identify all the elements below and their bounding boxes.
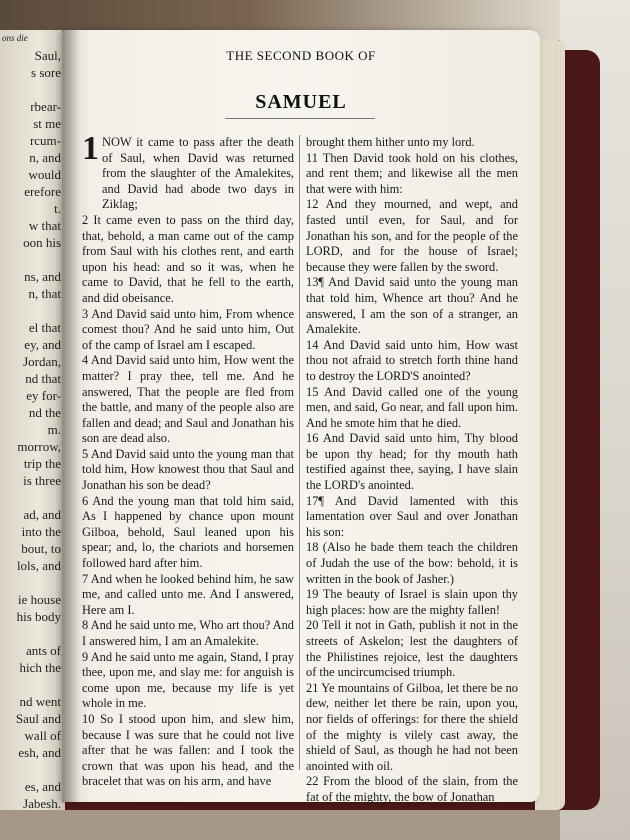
left-page-fragment: his body: [16, 609, 61, 624]
left-page-fragment: is three: [23, 473, 61, 488]
left-page-fragment: oon his: [23, 235, 61, 250]
left-page-fragment: erefore: [24, 184, 61, 199]
verse-11: 11 Then David took hold on his clothes, and rent them; and likewise all the men that were with him:: [306, 150, 518, 196]
verse-16: 16 And David said unto him, Thy blood be upon thy head; for thy mouth hath testified against thee, saying, I have slain the LORD's anointed.: [306, 431, 518, 493]
column-right: [306, 135, 518, 806]
left-page-fragment: n, and: [29, 150, 61, 165]
left-page-fragment: [0, 625, 65, 642]
left-page-fragment: nd went: [19, 694, 61, 709]
left-page-fragment: ns, and: [24, 269, 61, 284]
left-page-fragment: ad, and: [23, 507, 61, 522]
verse-14: 14 And David said unto him, How wast thou not afraid to stretch forth thine hand to destroy the LORD'S anointed?: [306, 337, 518, 383]
left-page-fragment: t.: [54, 201, 61, 216]
left-page-fragment: trip the: [23, 456, 61, 471]
left-page-fragment: s sore: [31, 65, 61, 80]
left-page-fragment: nd the: [28, 405, 61, 420]
verse-1: [82, 130, 294, 213]
verse-10: 10 So I stood upon him, and slew him, because I was sure that he could not live after that he was fallen: and I took the crown that was upon his head, and the bracelet that was on his arm, and have: [82, 711, 294, 789]
verse-7: 7 And when he looked behind him, he saw me, and called unto me. And I answered, Here am I.: [82, 571, 294, 617]
left-page-fragment: Saul,: [34, 48, 61, 63]
left-page-fragment: [0, 676, 65, 693]
left-page-fragment: w that: [28, 218, 61, 233]
left-page-fragment: Saul and: [15, 711, 61, 726]
left-page-fragment: [0, 761, 65, 778]
verse-19: 19 The beauty of Israel is slain upon thy high places: how are the mighty fallen!: [306, 587, 518, 617]
verse-3: 3 And David said unto him, From whence comest thou? And he said unto him, Out of the camp of Israel am I escaped.: [82, 306, 294, 352]
left-page-fragment: m.: [47, 422, 61, 437]
verse-6: 6 And the young man that told him said, As I happened by chance upon mount Gilboa, behold, Saul leaned upon his spear; and, lo, the chariots and horsemen followed hard after him.: [82, 493, 294, 571]
verse-8: 8 And he said unto me, Who art thou? And I answered him, I am an Amalekite.: [82, 618, 294, 648]
left-page-fragment: [0, 574, 65, 591]
verse-22: 22 From the blood of the slain, from the fat of the mighty, the bow of Jonathan: [306, 774, 518, 804]
left-page-fragment: [0, 251, 65, 268]
verse-12: 12 And they mourned, and wept, and fasted until even, for Saul, and for Jonathan his son, and for the people of the LORD, and for the house of Israel; because they were fallen by the sword.: [306, 197, 518, 274]
left-page-fragment: n, that: [28, 286, 61, 301]
left-page-fragment: [0, 302, 65, 319]
left-page-fragment: ey for-: [26, 388, 61, 403]
verse-9: 9 And he said unto me again, Stand, I pray thee, upon me, and slay me: for anguish is come upon me, because my life is yet whole in me.: [82, 649, 294, 711]
left-page: [0, 30, 65, 810]
left-page-fragment: ey, and: [24, 337, 61, 352]
dropcap: 1: [82, 130, 99, 167]
verse-20: 20 Tell it not in Gath, publish it not in the streets of Askelon; lest the daughters of the Philistines rejoice, lest the daughters of the uncircumcised triumph.: [306, 618, 518, 680]
left-page-fragment: into the: [21, 524, 61, 539]
column-divider: [299, 135, 300, 770]
verse-text: NOW it came to pass after the death of Saul, when David was returned from the slaughter of the Amalekites, and David had abode two days in Ziklag;: [102, 135, 294, 212]
left-page-fragment: esh, and: [18, 745, 61, 760]
left-page-fragment: st me: [33, 116, 61, 131]
verse-18: 18 (Also he bade them teach the children of Judah the use of the bow: behold, it is written in the book of Jasher.): [306, 540, 518, 586]
left-page-fragment: bout, to: [21, 541, 61, 556]
title-rule: [225, 118, 375, 119]
verse-10-cont: brought them hither unto my lord.: [306, 135, 475, 149]
left-page-fragment: would: [28, 167, 61, 182]
column-left: [82, 130, 294, 790]
verse-5: 5 And David said unto the young man that told him, How knowest thou that Saul and Jonathan his son be dead?: [82, 446, 294, 493]
verse-2: 2 It came even to pass on the third day, that, behold, a man came out of the camp from Saul with his clothes rent, and earth upon his head: and so it was, when he came to David, that he fell to the earth, and did obeisance.: [82, 212, 294, 305]
verse-15: 15 And David called one of the young men, and said, Go near, and fall upon him. And he smote him that he died.: [306, 384, 518, 430]
verse-21: 21 Ye mountains of Gilboa, let there be no dew, neither let there be rain, upon you, nor fields of offerings: for there the shield of the mighty is vilely cast away, the shield of Saul, as though he had not been anointed with oil.: [306, 680, 518, 773]
left-page-fragment: Jordan,: [23, 354, 61, 369]
left-page-fragment: rcum-: [29, 133, 61, 148]
verse-13: 13¶ And David said unto the young man that told him, Whence art thou? And he answered, I am the son of a stranger, an Amalekite.: [306, 275, 518, 337]
left-page-fragment: hich the: [19, 660, 61, 675]
page-gutter-shadow: [62, 30, 80, 802]
left-page-fragment: [0, 489, 65, 506]
left-page-fragment: ons die: [2, 33, 28, 43]
verse-4: 4 And David said unto him, How went the matter? I pray thee, tell me. And he answered, That the people are fled from the battle, and many of the people also are fallen and dead; and Saul and Jonathan his son are dead also.: [82, 353, 294, 446]
verse-17: 17¶ And David lamented with this lamentation over Saul and over Jonathan his son:: [306, 493, 518, 539]
left-page-fragment: [0, 81, 65, 98]
left-page-fragment: el that: [28, 320, 61, 335]
left-page-fragment: ants of: [25, 643, 61, 658]
book-heading: THE SECOND BOOK OF: [226, 48, 376, 63]
left-page-fragment: wall of: [24, 728, 61, 743]
book-title: SAMUEL: [255, 91, 347, 113]
left-page-fragment: ie house: [18, 592, 61, 607]
left-page-fragment: rbear-: [30, 99, 61, 114]
left-page-fragment: nd that: [25, 371, 61, 386]
left-page-fragment: es, and: [24, 779, 61, 794]
left-page-fragment: morrow,: [17, 439, 61, 454]
left-page-fragment: lols, and: [16, 558, 61, 573]
left-page-fragment: Jabesh.: [23, 796, 61, 810]
